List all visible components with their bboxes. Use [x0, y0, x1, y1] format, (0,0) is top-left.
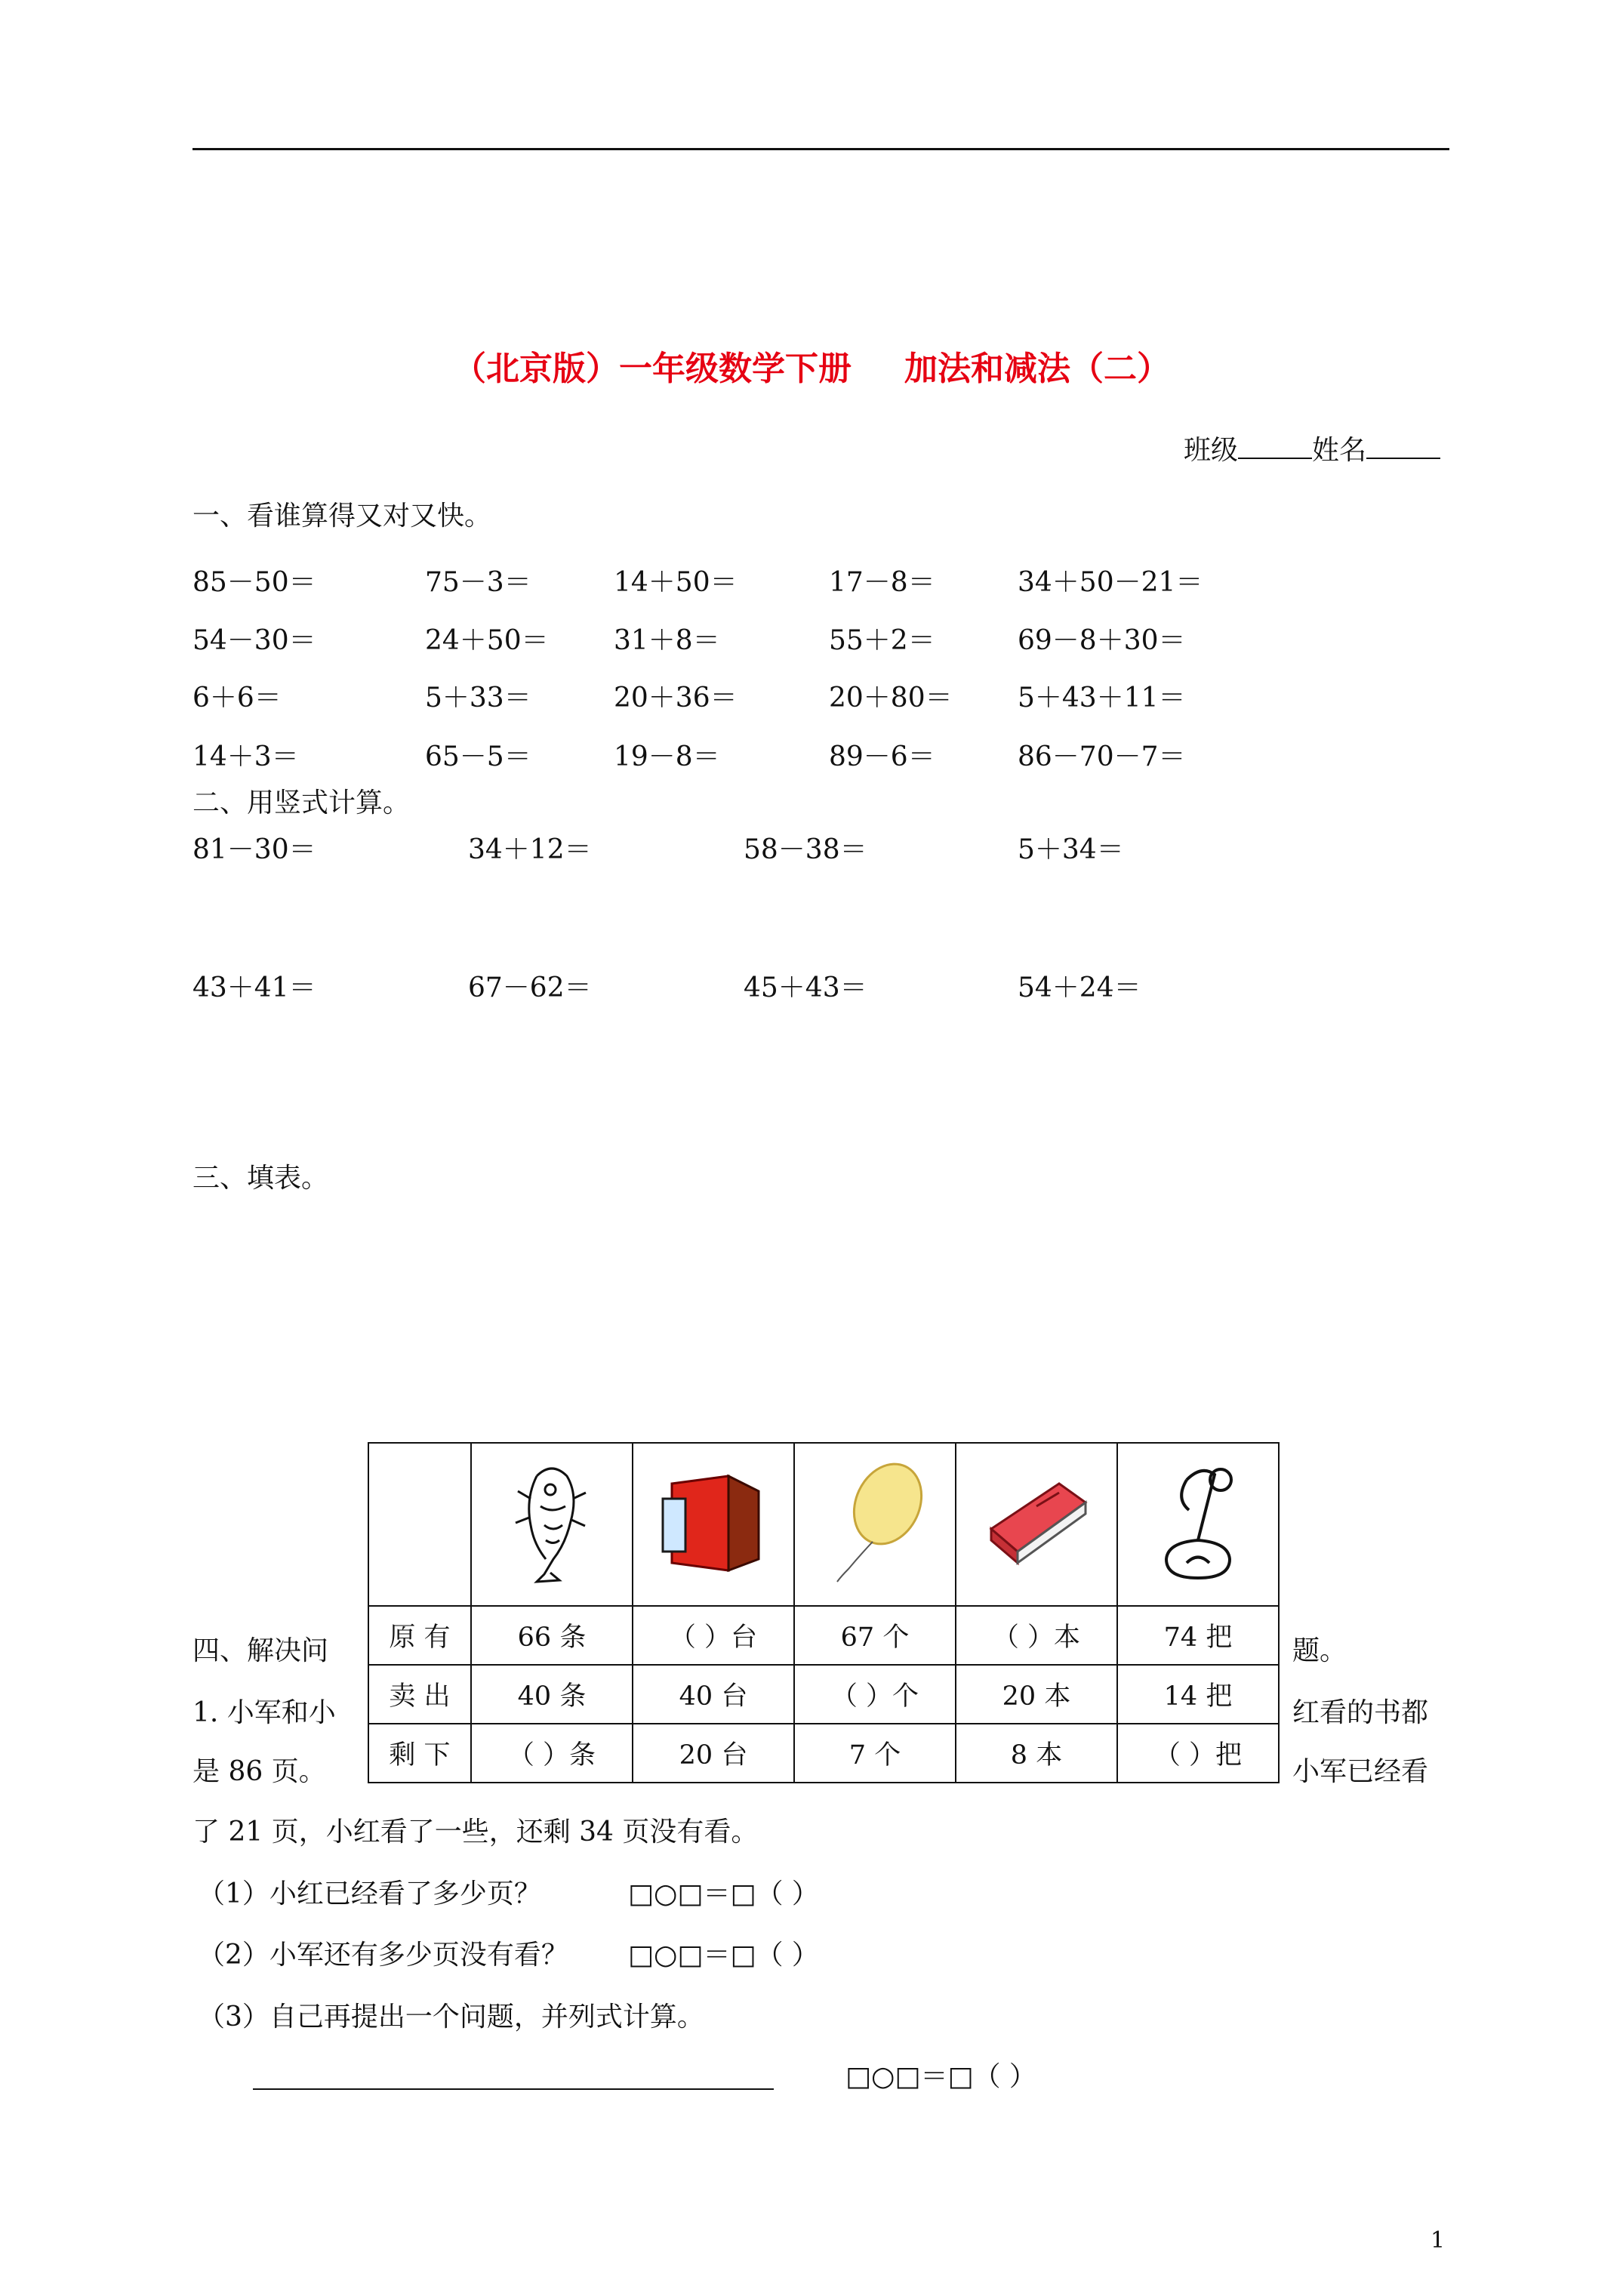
question-3: （3）自己再提出一个问题，并列式计算。	[198, 2002, 704, 2032]
row-label: 卖 出	[368, 1665, 471, 1724]
problem: 54－30＝	[192, 625, 316, 656]
problem: 85－50＝	[192, 567, 316, 598]
problem: 58－38＝	[744, 834, 867, 865]
problem: 75－3＝	[425, 567, 531, 598]
question-1: （1）小红已经看了多少页？	[198, 1878, 541, 1909]
table-cell[interactable]: （ ）本	[956, 1606, 1117, 1665]
table-row	[368, 1665, 1279, 1724]
table-cell[interactable]: （ ）个	[794, 1665, 956, 1724]
problem: 55＋2＝	[829, 625, 935, 656]
problem: 14＋3＝	[192, 741, 299, 772]
name-label: 姓名	[1312, 435, 1367, 466]
section-4-title-right: 题。	[1292, 1635, 1347, 1666]
section-4-title-left: 四、解决问	[192, 1635, 329, 1666]
problem: 81－30＝	[192, 834, 316, 865]
problem: 17－8＝	[829, 567, 935, 598]
question-2: （2）小军还有多少页没有看？	[198, 1940, 568, 1971]
problem: 24＋50＝	[425, 625, 549, 656]
book-icon	[976, 1469, 1097, 1574]
problem: 6＋6＝	[192, 683, 282, 713]
table-cell: 7 个	[794, 1724, 956, 1783]
problem: 67－62＝	[468, 972, 592, 1003]
problem: 65－5＝	[425, 741, 531, 772]
table-cell: 14 把	[1117, 1665, 1279, 1724]
header-rule	[192, 148, 1449, 150]
table-cell: 20 台	[633, 1724, 794, 1783]
problem: 34＋50－21＝	[1018, 567, 1203, 598]
problem: 69－8＋30＝	[1018, 625, 1186, 656]
umbrella-icon	[1145, 1453, 1251, 1589]
table-cell[interactable]: （ ）把	[1117, 1724, 1279, 1783]
problem: 86－70－7＝	[1018, 741, 1186, 772]
table-cell: 40 条	[471, 1665, 633, 1724]
table-cell[interactable]: （ ）条	[471, 1724, 633, 1783]
problem-text: 红看的书都	[1292, 1697, 1429, 1728]
table-cell: 40 台	[633, 1665, 794, 1724]
answer-formula-2[interactable]: □○□＝□（ ）	[628, 1940, 819, 1971]
row-label: 剩 下	[368, 1724, 471, 1783]
answer-formula-3[interactable]: □○□＝□（ ）	[845, 2061, 1036, 2092]
row-label: 原 有	[368, 1606, 471, 1665]
problem: 31＋8＝	[614, 625, 720, 656]
problem: 5＋43＋11＝	[1018, 683, 1186, 713]
problem: 14＋50＝	[614, 567, 738, 598]
table-cell: 67 个	[794, 1606, 956, 1665]
table-row	[368, 1443, 1279, 1606]
problem: 19－8＝	[614, 741, 720, 772]
problem: 5＋33＝	[425, 683, 531, 713]
answer-formula-1[interactable]: □○□＝□（ ）	[628, 1878, 819, 1909]
table-row	[368, 1724, 1279, 1783]
problem: 54＋24＝	[1018, 972, 1141, 1003]
problem: 5＋34＝	[1018, 834, 1124, 865]
problem-text: 了 21 页，小红看了一些，还剩 34 页没有看。	[192, 1817, 759, 1848]
fish-icon	[507, 1453, 597, 1589]
table-cell: 74 把	[1117, 1606, 1279, 1665]
class-label: 班级	[1184, 435, 1239, 466]
problem-text: 小军已经看	[1292, 1756, 1429, 1787]
problem: 20＋36＝	[614, 683, 738, 713]
table-row	[368, 1606, 1279, 1665]
table-cell: 20 本	[956, 1665, 1117, 1724]
tv-icon	[657, 1465, 770, 1578]
answer-line[interactable]	[253, 2088, 774, 2090]
section-2-title: 二、用竖式计算。	[192, 787, 411, 818]
table-cell: 66 条	[471, 1606, 633, 1665]
section-1-title: 一、看谁算得又对又快。	[192, 501, 492, 532]
problem: 43＋41＝	[192, 972, 316, 1003]
balloon-icon	[818, 1457, 932, 1586]
problem: 45＋43＝	[744, 972, 867, 1003]
problem: 34＋12＝	[468, 834, 592, 865]
fill-table	[368, 1442, 1280, 1783]
section-3-title: 三、填表。	[192, 1163, 329, 1194]
problem: 20＋80＝	[829, 683, 953, 713]
table-cell: 8 本	[956, 1724, 1117, 1783]
problem-text: 1. 小军和小	[192, 1697, 336, 1728]
problem-text: 是 86 页。	[192, 1756, 326, 1787]
page-number: 1	[1431, 2227, 1446, 2254]
page-title: （北京版）一年级数学下册 加法和减法（二）	[453, 350, 1170, 388]
class-name-line	[1184, 429, 1440, 467]
table-cell[interactable]: （ ）台	[633, 1606, 794, 1665]
problem: 89－6＝	[829, 741, 935, 772]
